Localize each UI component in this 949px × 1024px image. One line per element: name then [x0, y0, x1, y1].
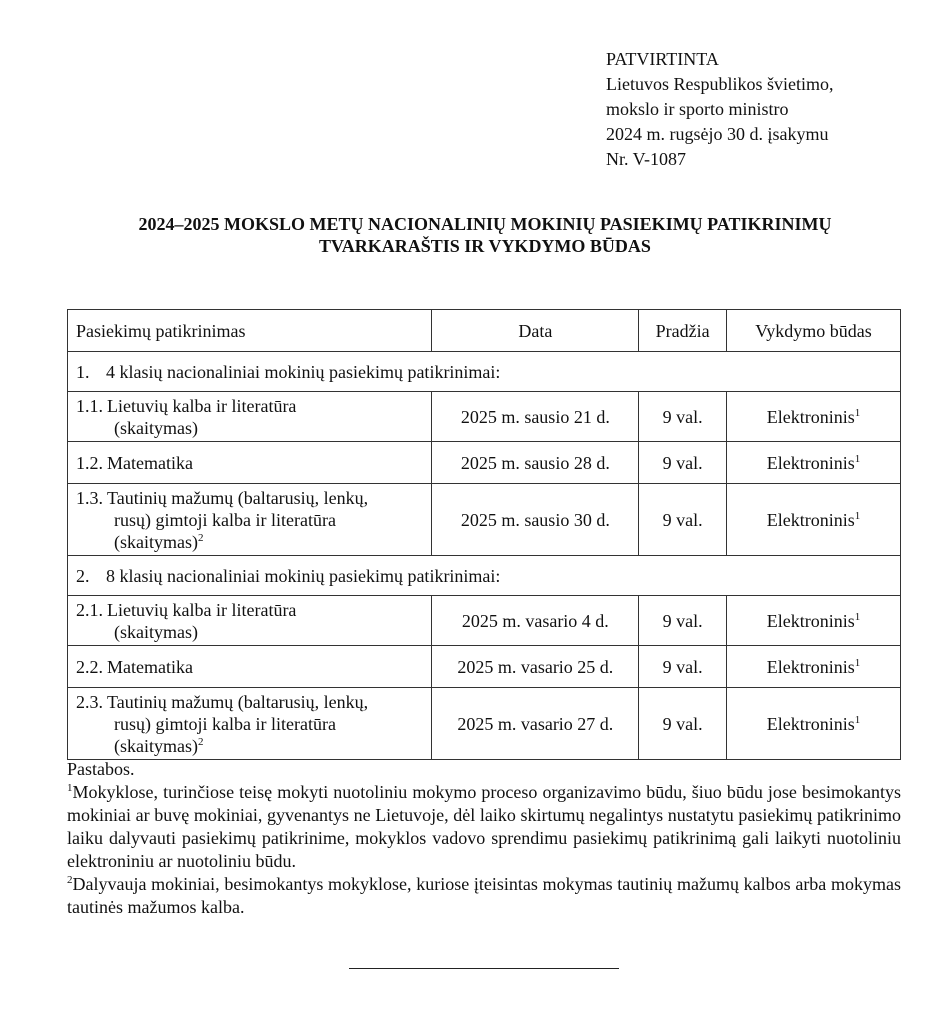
footnote-mark: 1 — [854, 406, 861, 419]
mode-text: Elektroninis — [766, 610, 855, 631]
title-line: TVARKARAŠTIS IR VYKDYMO BŪDAS — [319, 236, 651, 256]
test-cell — [68, 688, 432, 760]
item-line: rusų) gimtoji kalba ir literatūra — [114, 509, 336, 530]
item-number: 1.2. — [76, 452, 103, 473]
date-cell: 2025 m. vasario 4 d. — [432, 596, 639, 646]
item-number: 1.1. — [76, 395, 103, 416]
footnote-text: Mokyklose, turinčiose teisę mokyti nuotoliniu mokymo proceso organizavimo būdu, šiuo būdu jose besimokantys mokiniai ar buvę mokiniai, gyvenantys ne Lietuvoje, dėl laiko skirtumų negalintys nustatytu pasiekimų patikrinimo laiku dalyvauti pasiekimų patikrinime, mokyklos vadovo sprendimu pasiekimų patikrinimą gali laikyti nuotoliniu elektroniniu ar nuotoliniu būdu. — [67, 782, 901, 871]
table-row — [68, 484, 901, 556]
footnote-mark: 1 — [854, 610, 861, 623]
table-row — [68, 688, 901, 760]
group-row — [68, 352, 901, 392]
footnote-mark: 1 — [854, 452, 861, 465]
approval-line: PATVIRTINTA — [606, 49, 719, 69]
start-cell: 9 val. — [639, 392, 727, 442]
footnote-mark: 1 — [67, 782, 73, 794]
item-line-with-note — [76, 531, 423, 553]
group-row — [68, 556, 901, 596]
start-cell: 9 val. — [639, 442, 727, 484]
item-line-with-note — [76, 735, 423, 757]
test-cell — [68, 442, 432, 484]
date-cell: 2025 m. vasario 25 d. — [432, 646, 639, 688]
end-divider — [349, 968, 619, 969]
group-cell — [68, 556, 901, 596]
title-line: 2024–2025 MOKSLO METŲ NACIONALINIŲ MOKINIŲ PASIEKIMŲ PATIKRINIMŲ — [138, 214, 832, 234]
item-number: 2.3. — [76, 691, 103, 712]
footnote-mark: 2 — [197, 735, 204, 748]
group-label: 8 klasių nacionaliniai mokinių pasiekimų patikrinimai: — [106, 565, 501, 586]
table-row — [68, 646, 901, 688]
footnote-mark: 1 — [854, 656, 861, 669]
mode-text: Elektroninis — [766, 406, 855, 427]
mode-cell — [727, 688, 901, 760]
date-cell: 2025 m. vasario 27 d. — [432, 688, 639, 760]
mode-text: Elektroninis — [766, 656, 855, 677]
item-line: Tautinių mažumų (baltarusių, lenkų, — [107, 691, 369, 712]
test-cell — [68, 484, 432, 556]
mode-cell — [727, 484, 901, 556]
approval-line: 2024 m. rugsėjo 30 d. įsakymu — [606, 124, 829, 144]
test-cell — [68, 596, 432, 646]
mode-text: Elektroninis — [766, 713, 855, 734]
start-cell: 9 val. — [639, 596, 727, 646]
mode-text: Elektroninis — [766, 452, 855, 473]
start-cell: 9 val. — [639, 646, 727, 688]
item-line: (skaitymas) — [114, 417, 198, 438]
date-cell: 2025 m. sausio 28 d. — [432, 442, 639, 484]
mode-cell — [727, 442, 901, 484]
item-line: (skaitymas) — [114, 531, 198, 552]
table-row — [68, 392, 901, 442]
mode-cell — [727, 646, 901, 688]
date-cell: 2025 m. sausio 21 d. — [432, 392, 639, 442]
item-line: Lietuvių kalba ir literatūra — [107, 599, 297, 620]
approval-line: Lietuvos Respublikos švietimo, — [606, 74, 834, 94]
approval-line: Nr. V-1087 — [606, 149, 687, 169]
header-start: Pradžia — [639, 310, 727, 352]
test-cell — [68, 646, 432, 688]
group-number: 1. — [76, 361, 90, 382]
item-line: Matematika — [107, 452, 193, 473]
document-title — [60, 213, 910, 257]
notes-heading: Pastabos. — [67, 759, 135, 779]
item-line: Lietuvių kalba ir literatūra — [107, 395, 297, 416]
header-mode: Vykdymo būdas — [727, 310, 901, 352]
item-number: 2.1. — [76, 599, 103, 620]
header-test: Pasiekimų patikrinimas — [68, 310, 432, 352]
item-line: Tautinių mažumų (baltarusių, lenkų, — [107, 487, 369, 508]
mode-cell — [727, 392, 901, 442]
footnote-mark: 1 — [854, 509, 861, 522]
footnote-mark: 1 — [854, 713, 861, 726]
footnote-mark: 2 — [197, 531, 204, 544]
header-date: Data — [432, 310, 639, 352]
item-number: 1.3. — [76, 487, 103, 508]
notes-section — [67, 758, 901, 919]
table-header-row — [68, 310, 901, 352]
mode-text: Elektroninis — [766, 509, 855, 530]
table-row — [68, 442, 901, 484]
test-cell — [68, 392, 432, 442]
footnote — [67, 781, 901, 873]
item-number: 2.2. — [76, 656, 103, 677]
table-row — [68, 596, 901, 646]
item-line: Matematika — [107, 656, 193, 677]
date-cell: 2025 m. sausio 30 d. — [432, 484, 639, 556]
schedule-table — [67, 309, 901, 760]
item-line: rusų) gimtoji kalba ir literatūra — [114, 713, 336, 734]
group-cell — [68, 352, 901, 392]
approval-line: mokslo ir sporto ministro — [606, 99, 789, 119]
group-label: 4 klasių nacionaliniai mokinių pasiekimų patikrinimai: — [106, 361, 501, 382]
item-line: (skaitymas) — [114, 621, 198, 642]
item-line: (skaitymas) — [114, 735, 198, 756]
group-number: 2. — [76, 565, 90, 586]
approval-block — [606, 47, 834, 172]
start-cell: 9 val. — [639, 484, 727, 556]
footnote — [67, 873, 901, 919]
footnote-text: Dalyvauja mokiniai, besimokantys mokyklose, kuriose įteisintas mokymas tautinių mažumų kalbos arba mokymas tautinės mažumos kalba. — [67, 874, 901, 917]
footnote-mark: 2 — [67, 874, 73, 886]
mode-cell — [727, 596, 901, 646]
start-cell: 9 val. — [639, 688, 727, 760]
